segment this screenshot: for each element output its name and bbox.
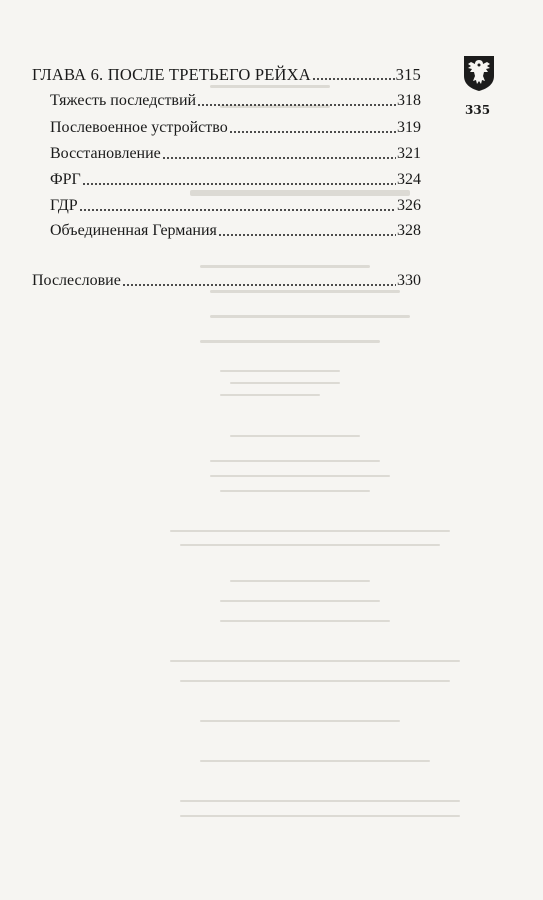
toc-section-title: Тяжесть последствий — [50, 92, 197, 109]
toc-section-entry[interactable] — [50, 139, 421, 163]
toc-page-number: 318 — [397, 92, 421, 109]
page-number: 335 — [465, 103, 491, 117]
dot-leader — [82, 174, 396, 186]
toc-page-number: 321 — [397, 145, 421, 162]
dot-leader — [229, 122, 396, 134]
toc-page-number: 330 — [397, 272, 421, 289]
dot-leader — [312, 69, 395, 81]
toc-section-title: ГДР — [50, 197, 78, 214]
toc-section-entry[interactable] — [50, 113, 421, 137]
toc-page-number: 324 — [397, 171, 421, 188]
toc-page-number: 315 — [395, 65, 421, 84]
dot-leader — [162, 148, 396, 160]
toc-section-title: Объединенная Германия — [50, 222, 217, 239]
toc-afterword-title: Послесловие — [32, 272, 121, 289]
dot-leader — [122, 275, 396, 287]
toc-page-number: 328 — [397, 222, 421, 239]
dot-leader — [79, 200, 396, 212]
toc-section-entry[interactable] — [50, 165, 421, 189]
dot-leader — [197, 95, 396, 107]
toc-chapter-title: ГЛАВА 6. ПОСЛЕ ТРЕТЬЕГО РЕЙХА — [32, 65, 311, 84]
toc-page-number: 326 — [397, 197, 421, 214]
toc-section-title: Послевоенное устройство — [50, 119, 228, 136]
toc-page-number: 319 — [397, 119, 421, 136]
toc-section-entry[interactable] — [50, 216, 421, 240]
toc-section-entry[interactable] — [50, 86, 421, 110]
toc-afterword-entry[interactable] — [32, 266, 421, 290]
toc-chapter-entry[interactable] — [32, 60, 421, 84]
toc-section-title: ФРГ — [50, 171, 81, 188]
toc-section-title: Восстановление — [50, 145, 161, 162]
german-eagle-emblem-icon — [462, 54, 496, 92]
toc-section-entry[interactable] — [50, 191, 421, 215]
dot-leader — [218, 225, 396, 237]
